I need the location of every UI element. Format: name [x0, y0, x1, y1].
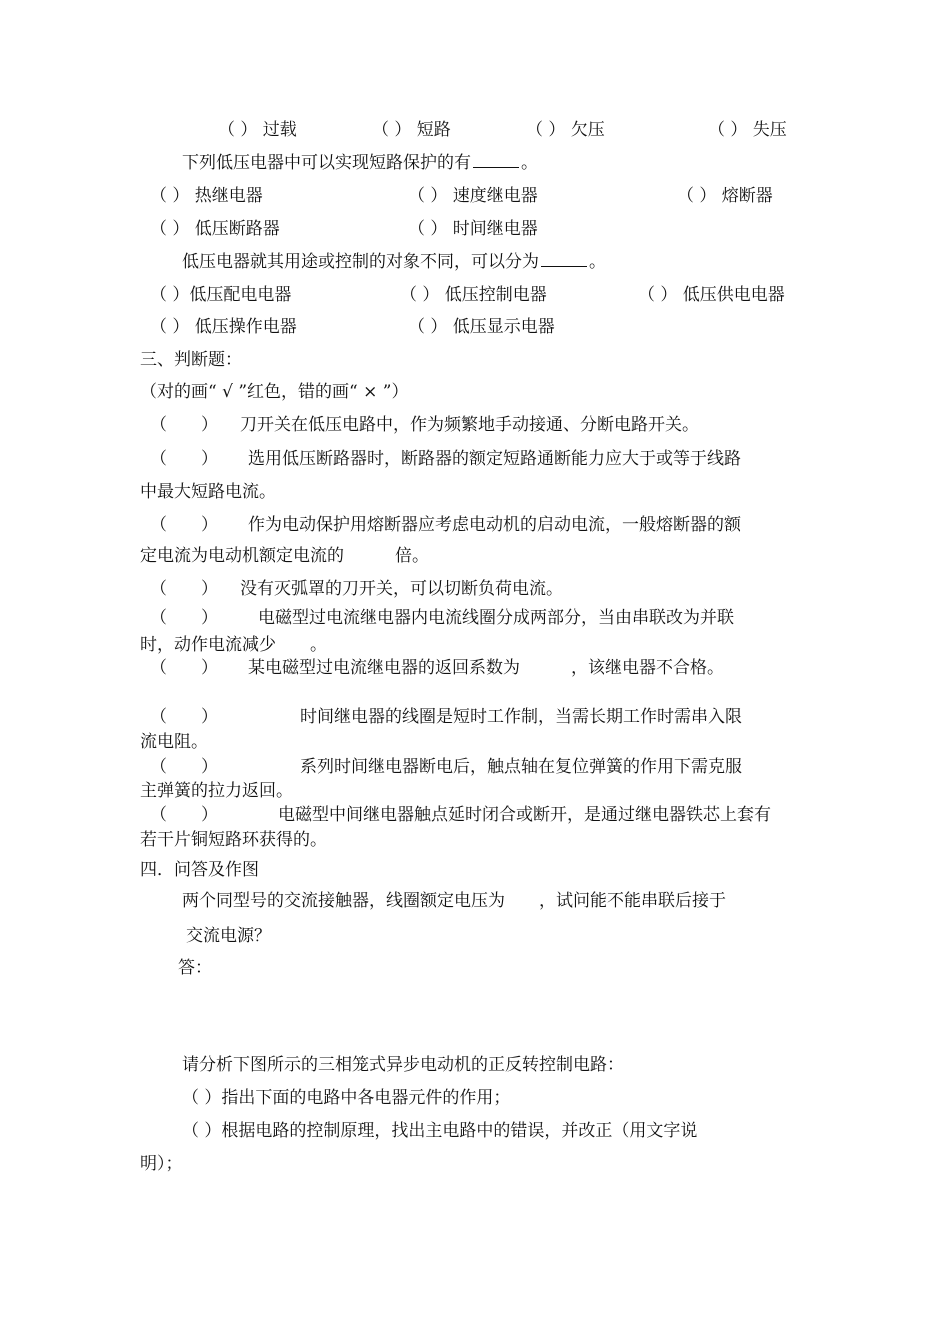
answer-blank [473, 153, 519, 168]
tf-statement: 选用低压断路器时，断路器的额定短路通断能力应大于或等于线路 [248, 449, 741, 469]
option-item: （ ） 低压供电电器 [638, 285, 785, 305]
option-row [0, 185, 950, 207]
tf-statement: 时间继电器的线圈是短时工作制，当需长期工作时需串入限 [300, 707, 742, 727]
option-item: （ ） 低压操作电器 [150, 317, 297, 337]
question-classification: 低压电器就其用途或控制的对象不同，可以分为 。 [182, 252, 606, 272]
option-short-circuit: （ ） 短路 [372, 120, 451, 140]
subquestion: （ ）指出下面的电路中各电器元件的作用； [182, 1088, 511, 1108]
option-overload: （ ） 过载 [218, 120, 297, 140]
tf-statement-cont: 定电流为电动机额定电流的 倍。 [140, 546, 429, 566]
tf-paren: （ ） [150, 415, 218, 435]
section-title-qa: 四．问答及作图 [140, 860, 259, 880]
question-contactor: 两个同型号的交流接触器，线圈额定电压为 ，试问能不能串联后接于 [182, 891, 726, 911]
tf-statement: 没有灭弧罩的刀开关，可以切断负荷电流。 [240, 579, 563, 599]
tf-statement: 电磁型过电流继电器内电流线圈分成两部分，当由串联改为并联 [258, 608, 734, 628]
option-item: （ ）低压配电电器 [150, 285, 292, 305]
tf-statement: 作为电动保护用熔断器应考虑电动机的启动电流，一般熔断器的额 [248, 515, 741, 535]
subquestion: （ ）根据电路的控制原理，找出主电路中的错误，并改正（用文字说 [182, 1121, 698, 1141]
tf-statement: 某电磁型过电流继电器的返回系数为 ，该继电器不合格。 [248, 658, 724, 678]
tf-paren: （ ） [150, 608, 218, 628]
option-row-protection [0, 119, 950, 141]
option-row [0, 284, 950, 306]
option-item: （ ） 低压控制电器 [400, 285, 547, 305]
tf-statement: 系列时间继电器断电后，触点轴在复位弹簧的作用下需克服 [300, 757, 742, 777]
option-item: （ ） 时间继电器 [408, 219, 538, 239]
subquestion-cont: 明）； [140, 1154, 183, 1174]
tf-statement-cont: 中最大短路电流。 [140, 482, 276, 502]
tf-paren: （ ） [150, 658, 218, 678]
option-row [0, 218, 950, 240]
tf-statement: 刀开关在低压电路中，作为频繁地手动接通、分断电路开关。 [240, 415, 699, 435]
tf-statement-cont: 主弹簧的拉力返回。 [140, 781, 293, 801]
option-undervoltage: （ ） 欠压 [526, 120, 605, 140]
tf-paren: （ ） [150, 449, 218, 469]
tf-paren: （ ） [150, 707, 218, 727]
option-item: （ ） 低压断路器 [150, 219, 280, 239]
question-short-protection: 下列低压电器中可以实现短路保护的有 。 [182, 153, 538, 173]
option-item: （ ） 速度继电器 [408, 186, 538, 206]
answer-label: 答： [178, 958, 212, 978]
tf-statement-cont: 时，动作电流减少 。 [140, 635, 327, 655]
option-item: （ ） 低压显示电器 [408, 317, 555, 337]
question-contactor-cont: 交流电源？ [186, 926, 271, 946]
tf-statement: 电磁型中间继电器触点延时闭合或断开，是通过继电器铁芯上套有 [278, 805, 771, 825]
option-row [0, 316, 950, 338]
tf-paren: （ ） [150, 757, 218, 777]
tf-paren: （ ） [150, 579, 218, 599]
tf-statement-cont: 流电阻。 [140, 732, 208, 752]
option-item: （ ） 热继电器 [150, 186, 263, 206]
section-note: （对的画“ √ ”红色，错的画“ × ”） [140, 382, 409, 402]
tf-paren: （ ） [150, 515, 218, 535]
question-motor-circuit: 请分析下图所示的三相笼式异步电动机的正反转控制电路： [182, 1055, 624, 1075]
section-title-true-false: 三、判断题： [140, 350, 242, 370]
tf-paren: （ ） [150, 805, 218, 825]
tf-statement-cont: 若干片铜短路环获得的。 [140, 830, 327, 850]
answer-blank [541, 252, 587, 267]
option-voltage-loss: （ ） 失压 [708, 120, 787, 140]
option-item: （ ） 熔断器 [677, 186, 773, 206]
